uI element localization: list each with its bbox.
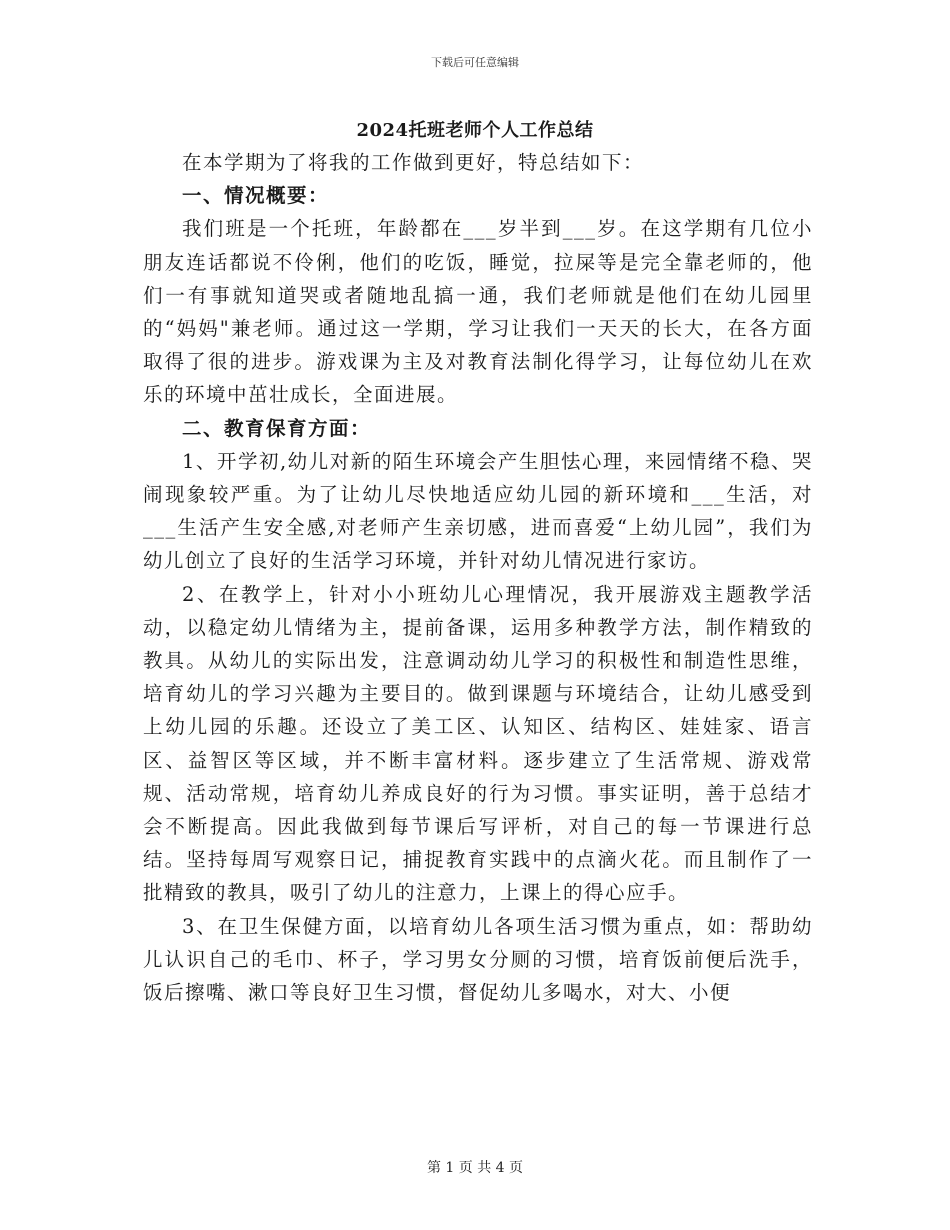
page-header-note: 下载后可任意编辑 (431, 56, 519, 69)
intro-paragraph: 在本学期为了将我的工作做到更好，特总结如下： (182, 151, 645, 174)
page-footer-number: 第 1 页 共 4 页 (426, 1160, 524, 1176)
education-paragraph-1: 1、开学初,幼儿对新的陌生环境会产生胆怯心理，来园情绪不稳、哭闹现象较严重。为了让幼儿尽快地适应幼儿园的新环境和___生活，对___生活产生安全感,对老师产生亲切感，进而喜爱“上幼儿园”，我们为幼儿创立了良好的生活学习环境，并针对幼儿情况进行家访。 (143, 449, 813, 573)
section-heading-overview: 一、情况概要： (182, 184, 330, 208)
education-paragraph-3: 3、在卫生保健方面，以培育幼儿各项生活习惯为重点，如：帮助幼儿认识自己的毛巾、杯子，学习男女分厕的习惯，培育饭前便后洗手，饭后擦嘴、漱口等良好卫生习惯，督促幼儿多喝水，对大、小便 (143, 914, 813, 1005)
overview-paragraph: 我们班是一个托班，年龄都在___岁半到___岁。在这学期有几位小朋友连话都说不伶俐，他们的吃饭，睡觉，拉屎等是完全靠老师的，他们一有事就知道哭或者随地乱搞一通，我们老师就是他们在幼儿园里的“妈妈"兼老师。通过这一学期，学习让我们一天天的长大，在各方面取得了很的进步。游戏课为主及对教育法制化得学习，让每位幼儿在欢乐的环境中茁壮成长，全面进展。 (143, 217, 813, 407)
document-body (143, 146, 813, 1009)
education-paragraph-2: 2、在教学上，针对小小班幼儿心理情况，我开展游戏主题教学活动，以稳定幼儿情绪为主，提前备课，运用多种教学方法，制作精致的教具。从幼儿的实际出发，注意调动幼儿学习的积极性和制造性思维，培育幼儿的学习兴趣为主要目的。做到课题与环境结合，让幼儿感受到上幼儿园的乐趣。还设立了美工区、认知区、结构区、娃娃家、语言区、益智区等区域，并不断丰富材料。逐步建立了生活常规、游戏常规、活动常规，培育幼儿养成良好的行为习惯。事实证明，善于总结才会不断提高。因此我做到每节课后写评析，对自己的每一节课进行总结。坚持每周写观察日记，捕捉教育实践中的点滴火花。而且制作了一批精致的教具，吸引了幼儿的注意力，上课上的得心应手。 (143, 582, 813, 905)
section-heading-education: 二、教育保育方面： (182, 416, 372, 440)
document-title: 2024托班老师个人工作总结 (356, 120, 594, 141)
